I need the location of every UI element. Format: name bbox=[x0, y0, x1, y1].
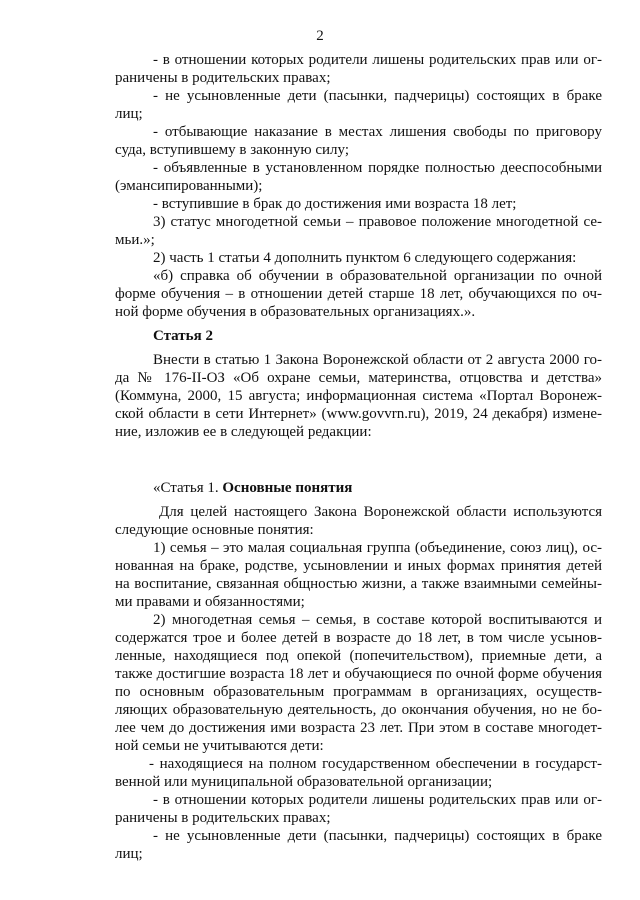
text-line: - не усыновленные дети (пасынки, падчерицы) состоящих в браке bbox=[153, 88, 602, 104]
article-1-title: Основные понятия bbox=[222, 480, 353, 496]
article-1-prefix: «Статья 1. bbox=[153, 480, 223, 496]
text-line: 2) многодетная семья – семья, в составе которой воспитываются и bbox=[153, 612, 602, 628]
text-line: 2) часть 1 статьи 4 дополнить пунктом 6 следующего содержания: bbox=[153, 250, 577, 266]
text-line: - вступившие в брак до достижения ими возраста 18 лет; bbox=[153, 196, 517, 212]
text-line: лиц; bbox=[115, 106, 143, 122]
text-line: ской области в сети Интернет» (www.govvrn.ru), 2019, 24 декабря) измене- bbox=[115, 406, 602, 422]
text-line: 1) семья – это малая социальная группа (объединение, союз лиц), ос- bbox=[153, 540, 602, 556]
amendment-text-block bbox=[115, 51, 602, 441]
text-line: 3) статус многодетной семьи – правовое положение многодетной се- bbox=[153, 214, 602, 230]
text-line: на воспитание, связанная общностью жизни, а также взаимными семейны- bbox=[115, 576, 602, 592]
text-line: - не усыновленные дети (пасынки, падчерицы) состоящих в браке bbox=[153, 828, 602, 844]
text-line: - в отношении которых родители лишены родительских прав или ог- bbox=[153, 792, 602, 808]
text-line: нованная на браке, родстве, усыновлении и иных формах принятия детей bbox=[115, 558, 602, 574]
text-line: лее чем до достижения ими возраста 23 лет. При этом в составе многодет- bbox=[115, 720, 602, 736]
text-line: раничены в родительских правах; bbox=[115, 810, 331, 826]
text-line: ленные, находящиеся под опекой (попечительством), приемные дети, а bbox=[115, 648, 602, 664]
text-line: ние, изложив ее в следующей редакции: bbox=[115, 424, 372, 440]
text-line: ной форме обучения в образовательных организациях.». bbox=[115, 304, 476, 320]
article-1-heading bbox=[115, 479, 602, 497]
text-line: (Коммуна, 2000, 15 августа; информационная система «Портал Воронеж- bbox=[115, 388, 602, 404]
text-line: Для целей настоящего Закона Воронежской области используются bbox=[159, 504, 602, 520]
text-line: форме обучения – в отношении детей старше 18 лет, обучающихся по оч- bbox=[115, 286, 602, 302]
text-line: суда, вступившему в законную силу; bbox=[115, 142, 349, 158]
text-line: ми правами и обязанностями; bbox=[115, 594, 305, 610]
text-line: - находящиеся на полном государственном обеспечении в государст- bbox=[149, 756, 602, 772]
text-line: мьи.»; bbox=[115, 232, 155, 248]
text-line: ной семьи не учитываются дети: bbox=[115, 738, 324, 754]
page-number: 2 bbox=[316, 28, 324, 44]
text-line: следующие основные понятия: bbox=[115, 522, 314, 538]
article-1-text-block bbox=[115, 503, 602, 863]
text-line: - объявленные в установленном порядке полностью дееспособными bbox=[153, 160, 602, 176]
text-line: Статья 2 bbox=[153, 328, 213, 344]
text-line: «б) справка об обучении в образовательной организации по очной bbox=[153, 268, 602, 284]
text-line: да № 176-II-ОЗ «Об охране семьи, материнства, отцовства и детства» bbox=[115, 370, 602, 386]
text-line: Внести в статью 1 Закона Воронежской области от 2 августа 2000 го- bbox=[153, 352, 602, 368]
text-line: содержатся трое и более детей в возрасте до 18 лет, в том числе усынов- bbox=[115, 630, 602, 646]
text-line: лиц; bbox=[115, 846, 143, 862]
text-line: - в отношении которых родители лишены родительских прав или ог- bbox=[153, 52, 602, 68]
text-line: - отбывающие наказание в местах лишения свободы по приговору bbox=[153, 124, 602, 140]
text-line: по основным образовательным программам в организациях, осуществ- bbox=[115, 684, 602, 700]
text-line: раничены в родительских правах; bbox=[115, 70, 331, 86]
text-line: венной или муниципальной образовательной организации; bbox=[115, 774, 493, 790]
text-line: также достигшие возраста 18 лет и обучающиеся по очной форме обучения bbox=[115, 666, 602, 682]
document-body bbox=[115, 51, 602, 863]
text-line: ляющих образовательную деятельность, до окончания обучения, но не бо- bbox=[115, 702, 602, 718]
text-line: (эмансипированными); bbox=[115, 178, 263, 194]
